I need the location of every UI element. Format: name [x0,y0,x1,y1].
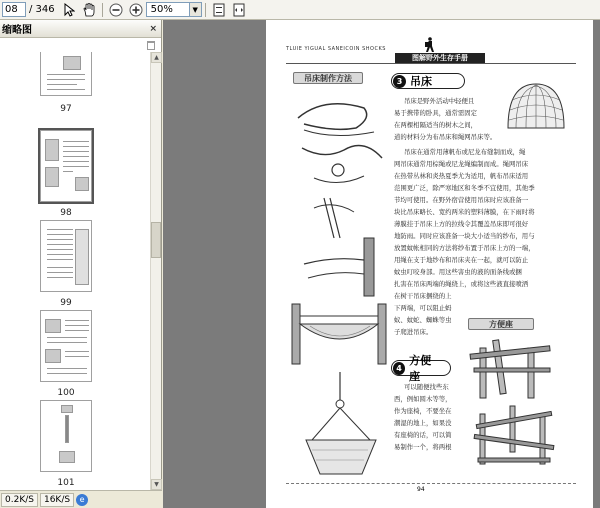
section-title-pill [391,73,465,89]
body-line: 网吊床通常用棕绳或尼龙绳编制而成。绳网吊床 [394,160,529,168]
thumbnail-page[interactable] [40,220,92,292]
body-line: 在热带丛林和炎热夏季尤为适用，帆布吊床适用 [394,172,529,180]
thumbnail-panel [0,20,162,508]
body-line: 易制作一个，将两根 [394,443,452,451]
fit-width-icon[interactable] [230,1,248,19]
scroll-down-icon[interactable]: ▼ [151,479,162,490]
page-number: 94 [417,486,425,493]
body-line: 道的材料分为布吊床和绳网吊床等。 [394,133,497,141]
close-icon[interactable]: × [149,23,157,34]
panel-title: 缩略图 [2,25,32,36]
stool-frame-illustration [466,334,556,400]
thumbnail-page[interactable] [40,400,92,472]
body-line: 可以随便找些东 [404,383,449,391]
chevron-down-icon[interactable]: ▼ [190,2,202,17]
rope-tying-illustration [294,88,386,298]
body-line: 吊床是野外活动中轻便且 [404,97,475,105]
thumbnail-label: 99 [60,298,72,308]
thumbnail-label: 97 [60,104,72,114]
hand-tool-icon[interactable] [80,1,98,19]
section-number: 3 [393,75,406,88]
scroll-up-icon[interactable]: ▲ [151,52,162,63]
thumbnail-list [0,52,150,490]
running-head: TLUIE YIGUAL SANEICOIN SHOCKS [286,46,386,52]
select-arrow-icon[interactable] [60,1,78,19]
footer-rule [286,483,576,484]
body-line: 薄膜挂于吊床上方的拉线令其覆盖吊床即可很好 [394,220,529,228]
body-line: 有座椅的话，可以简 [394,431,452,439]
chapter-banner: 图解野外生存手册 [395,53,485,63]
header-rule [286,63,576,64]
body-line: 范围更广泛，除严寒地区和冬季不宜使用，其他季 [394,184,535,192]
status-bar [0,490,162,508]
body-line: 蚁、蚊蛇、蜘蛛等虫 [394,316,452,324]
upload-speed: 0.2K/S [1,493,38,507]
stool-assembled-illustration [470,404,560,468]
download-speed: 16K/S [40,493,74,507]
thumbnail-page[interactable] [40,310,92,382]
page-number-input[interactable] [2,2,26,17]
thumbnail-page[interactable] [40,52,92,96]
hiker-icon [424,37,436,53]
body-line: 节均可使用。在野外宿营使用吊床时应该准备一 [394,196,529,204]
page-total: / 346 [29,4,55,15]
body-line: 西，例如圆木等等， [394,395,452,403]
body-line: 吊床在通常用薄帆布或尼龙布缝制而成，绳 [404,148,526,156]
zoom-in-icon[interactable] [127,1,145,19]
body-line: 下两端，可以阻止蚂 [394,304,452,312]
browser-icon[interactable]: e [76,494,88,506]
toolbar-separator [205,3,206,17]
thumbnail-page-selected[interactable] [40,130,92,202]
document-viewer[interactable] [163,20,600,508]
section-label: 吊床制作方法 [293,72,363,84]
hanging-pot-illustration [292,370,388,476]
trash-icon[interactable] [147,41,155,50]
thumbnail-label: 98 [60,208,72,218]
hammock-trees-illustration [290,302,390,366]
section-title: 方便座 [409,354,432,383]
section-label: 方便座 [468,318,534,330]
toolbar [0,0,600,20]
thumbnail-label: 100 [57,388,75,398]
section-number: 4 [393,362,405,375]
body-line: 在树干吊床捆绕的上 [394,292,452,300]
body-line: 在两棵相隔适当的树木之间， [394,121,478,129]
body-line: 易于携带的卧具，通常需固定 [394,109,478,117]
section-title-pill [391,354,451,383]
zoom-out-icon[interactable] [107,1,125,19]
thumbnail-scrollbar[interactable] [150,52,161,490]
body-line: 地防雨。同时应该准备一块大小适当的纱布，用与 [394,232,535,240]
body-line: 潮湿的地上，如果没 [394,419,452,427]
body-line: 作为座椅，不要坐在 [394,407,452,415]
body-line: 放置蚊帐相同的方法将纱布置于吊床上方的一端， [394,244,535,252]
panel-tools [0,38,161,52]
document-page [266,20,593,508]
fit-page-icon[interactable] [210,1,228,19]
toolbar-separator [102,3,103,17]
hammock-net-illustration [504,80,568,132]
thumbnail-panel-header [0,20,161,38]
body-line: 用绳在支于地纱布和吊床夹在一起，就可以防止 [394,256,529,264]
scrollbar-thumb[interactable] [151,222,161,258]
section-title: 吊床 [410,75,432,88]
body-line: 蚊虫叮咬身部。用这些害虫的液的面条线或捆 [394,268,522,276]
thumbnail-label: 101 [57,478,75,488]
body-line: 块比吊床略长、宽约两米的塑料薄膜，在下雨时将 [394,208,535,216]
body-line: 子爬进吊床。 [394,328,433,336]
zoom-value-field[interactable]: 50% [146,2,190,17]
body-line: 扎害在吊床两端的绳绕上，或将这些液直接喷洒 [394,280,529,288]
